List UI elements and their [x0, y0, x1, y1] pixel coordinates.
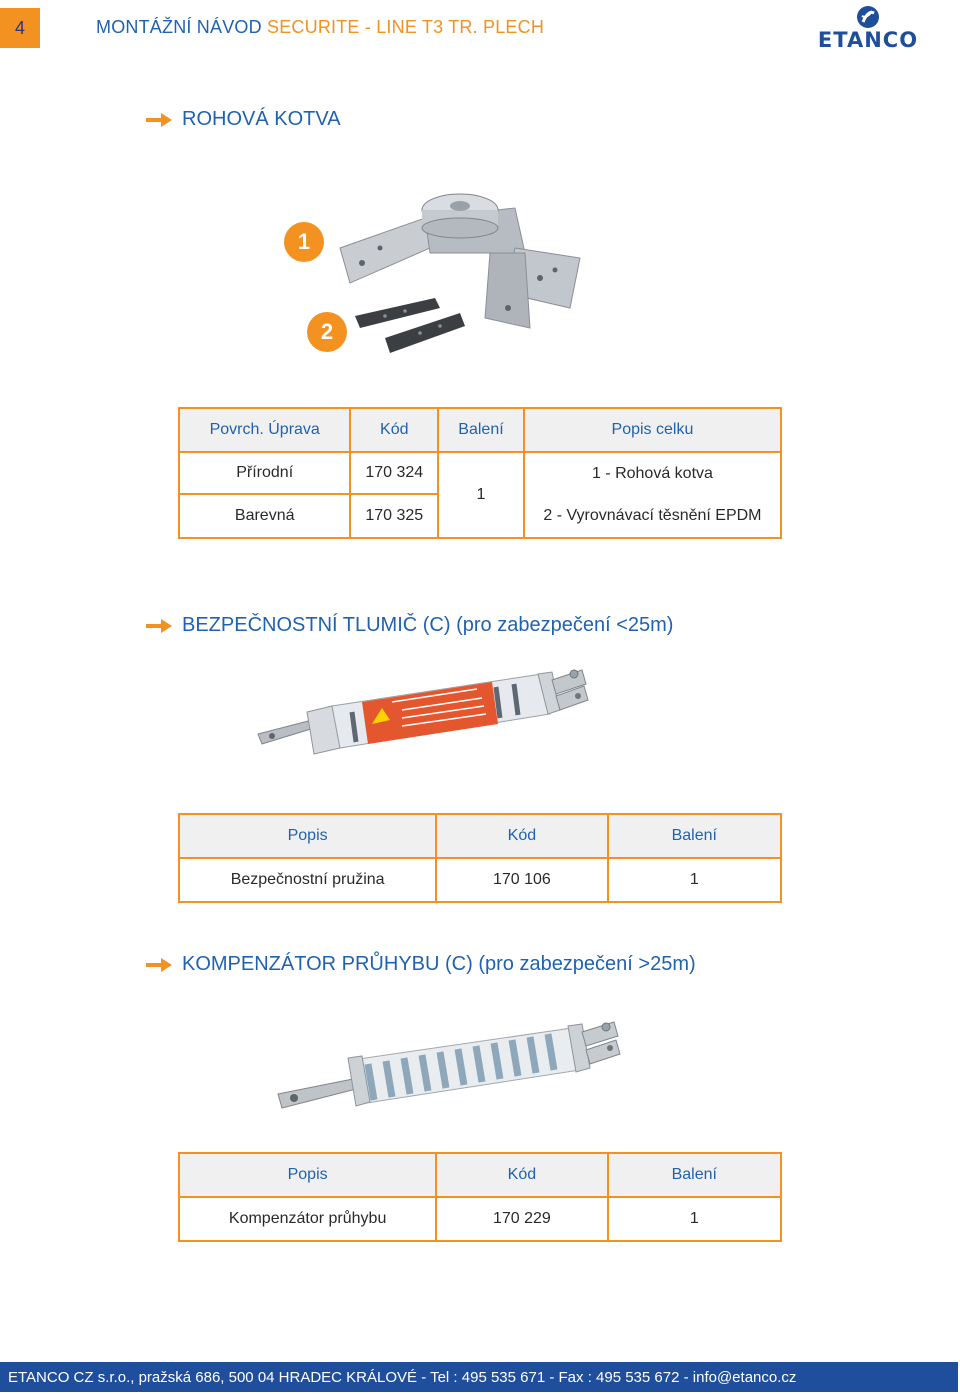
safety-absorber-image [252, 662, 592, 762]
table-header: Kód [436, 814, 607, 858]
table-cell: 1 [608, 1197, 781, 1241]
table-cell: Bezpečnostní pružina [179, 858, 436, 902]
table-cell: 1 [608, 858, 781, 902]
section-title: ROHOVÁ KOTVA [182, 108, 341, 130]
table-cell: 170 106 [436, 858, 607, 902]
table-cell: Kompenzátor průhybu [179, 1197, 436, 1241]
document-title [96, 17, 544, 38]
table-header: Popis [179, 1153, 436, 1197]
table-row [179, 858, 781, 902]
table-cell: 2 - Vyrovnávací těsnění EPDM [524, 494, 781, 538]
section-heading-safety-absorber [146, 614, 673, 637]
table-cell: 1 [438, 452, 524, 538]
etanco-logo [808, 4, 928, 52]
callout-badge-1: 1 [284, 222, 324, 262]
section-title: KOMPENZÁTOR PRŮHYBU (C) (pro zabezpečení >25m) [182, 953, 696, 975]
arrow-right-icon [146, 113, 172, 127]
arrow-right-icon [146, 619, 172, 633]
safety-absorber-illustration [252, 662, 592, 762]
sag-compensator-image [272, 1018, 624, 1114]
callout-badge-2: 2 [307, 312, 347, 352]
table-header: Kód [436, 1153, 607, 1197]
safety-absorber-table [178, 813, 782, 903]
table-cell: Barevná [179, 494, 350, 538]
section-heading-corner-anchor [146, 108, 341, 131]
table-header: Popis celku [524, 408, 781, 452]
arrow-right-icon [146, 958, 172, 972]
table-cell: Přírodní [179, 452, 350, 494]
table-header: Balení [608, 1153, 781, 1197]
table-cell: 170 324 [350, 452, 438, 494]
table-cell: 1 - Rohová kotva [524, 452, 781, 494]
table-header: Balení [438, 408, 524, 452]
sag-compensator-table [178, 1152, 782, 1242]
footer-contact-bar: ETANCO CZ s.r.o., pražská 686, 500 04 HRADEC KRÁLOVÉ - Tel : 495 535 671 - Fax : 495 535 672 - info@etanco.cz [0, 1362, 958, 1392]
corner-anchor-table [178, 407, 782, 539]
document-title-product: SECURITE - LINE T3 TR. PLECH [267, 17, 545, 37]
document-title-main: MONTÁŽNÍ NÁVOD [96, 17, 262, 37]
table-row [179, 1197, 781, 1241]
etanco-logo-text: ETANCO [817, 28, 919, 52]
table-cell: 170 325 [350, 494, 438, 538]
table-header: Balení [608, 814, 781, 858]
section-heading-sag-compensator [146, 953, 696, 976]
table-header: Povrch. Úprava [179, 408, 350, 452]
table-header: Kód [350, 408, 438, 452]
table-header: Popis [179, 814, 436, 858]
sag-compensator-illustration [272, 1018, 624, 1114]
table-row [179, 452, 781, 494]
table-cell: 170 229 [436, 1197, 607, 1241]
page-number: 4 [0, 8, 40, 48]
section-title: BEZPEČNOSTNÍ TLUMIČ (C) (pro zabezpečení <25m) [182, 614, 674, 636]
